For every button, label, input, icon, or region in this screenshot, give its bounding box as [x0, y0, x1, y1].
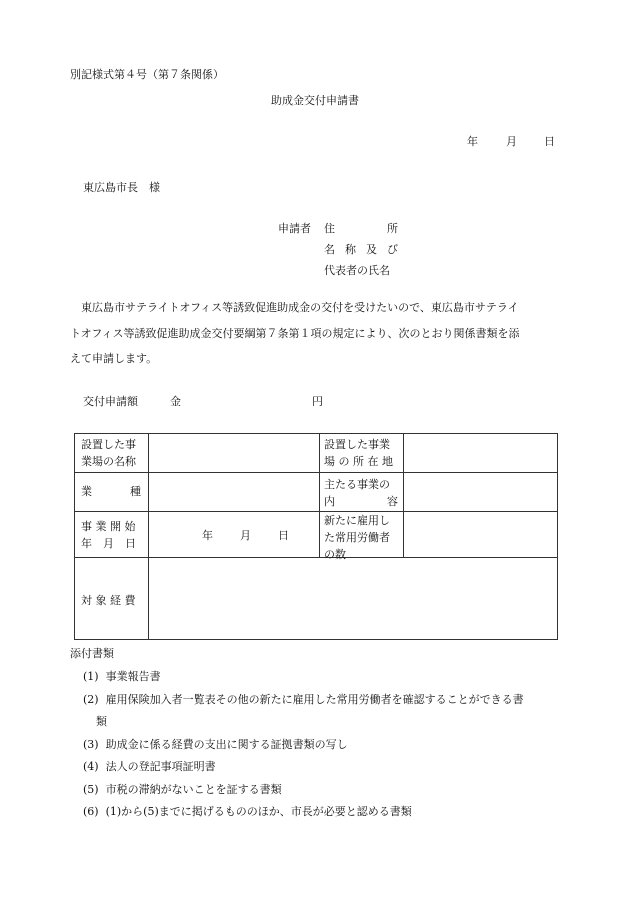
- date-year: 年: [467, 135, 478, 148]
- applicant-address-label: [324, 220, 398, 236]
- cell-business-start-date-label: 事 業 開 始 年 月 日: [81, 520, 136, 550]
- table-column-divider: [148, 434, 149, 639]
- attachment-item: (1) 事業報告書: [83, 670, 161, 683]
- body-text-line-3: えて申請します。: [70, 352, 158, 365]
- applicant-representative-label: 代表者の氏名: [324, 264, 390, 277]
- name-char-2: 称: [345, 243, 356, 256]
- applicant-name-label: [324, 241, 398, 257]
- table-column-divider: [319, 434, 320, 557]
- address-char-1: 住: [324, 222, 335, 235]
- start-date-month: 月: [240, 529, 251, 542]
- attachment-item-continuation: 類: [96, 715, 107, 728]
- cell-main-business-label: 主たる事業の 内 容: [324, 478, 398, 508]
- start-date-year: 年: [202, 529, 213, 542]
- date-day: 日: [544, 135, 555, 148]
- address-char-2: 所: [387, 222, 398, 235]
- cell-industry-label: 業 種: [81, 485, 141, 498]
- form-number: 別記様式第４号（第７条関係）: [70, 68, 224, 81]
- attachment-item: (3) 助成金に係る経費の支出に関する証拠書類の写し: [83, 738, 348, 751]
- name-char-1: 名: [324, 243, 335, 256]
- body-text-line-2: トオフィス等誘致促進助成金交付要綱第７条第１項の規定により、次のとおり関係書類を添: [70, 327, 520, 340]
- amount-unit: 円: [312, 395, 323, 408]
- cell-target-expenses-label: 対 象 経 費: [81, 594, 136, 607]
- application-details-table: [74, 433, 558, 640]
- attachment-item: (2) 雇用保険加入者一覧表その他の新たに雇用した常用労働者を確認することができる書: [83, 693, 524, 706]
- amount-prefix: 金: [170, 395, 181, 408]
- attachment-item: (5) 市税の滞納がないことを証する書類: [83, 783, 282, 796]
- name-char-4: び: [387, 243, 398, 256]
- body-text-line-1: 東広島市サテライトオフィス等誘致促進助成金の交付を受けたいので、東広島市サテライ: [70, 301, 519, 314]
- cell-new-employees-label: 新たに雇用し た常用労働者 の数: [324, 514, 390, 561]
- table-column-divider: [403, 434, 404, 557]
- amount-label: 交付申請額: [83, 395, 138, 408]
- applicant-label: 申請者: [278, 222, 311, 235]
- start-date-day: 日: [278, 529, 289, 542]
- name-char-3: 及: [366, 243, 377, 256]
- attachments-heading: 添付書類: [70, 647, 114, 660]
- addressee: 東広島市長 様: [83, 181, 160, 194]
- attachment-item: (4) 法人の登記事項証明書: [83, 760, 216, 773]
- attachment-item: (6) (1)から(5)までに掲げるもののほか、市長が必要と認める書類: [83, 805, 412, 818]
- cell-facility-location-label: 設置した事業 場 の 所 在 地: [324, 438, 393, 468]
- cell-facility-name-label: 設置した事 業場の名称: [81, 438, 136, 468]
- date-month: 月: [506, 135, 517, 148]
- document-title: 助成金交付申請書: [271, 94, 359, 107]
